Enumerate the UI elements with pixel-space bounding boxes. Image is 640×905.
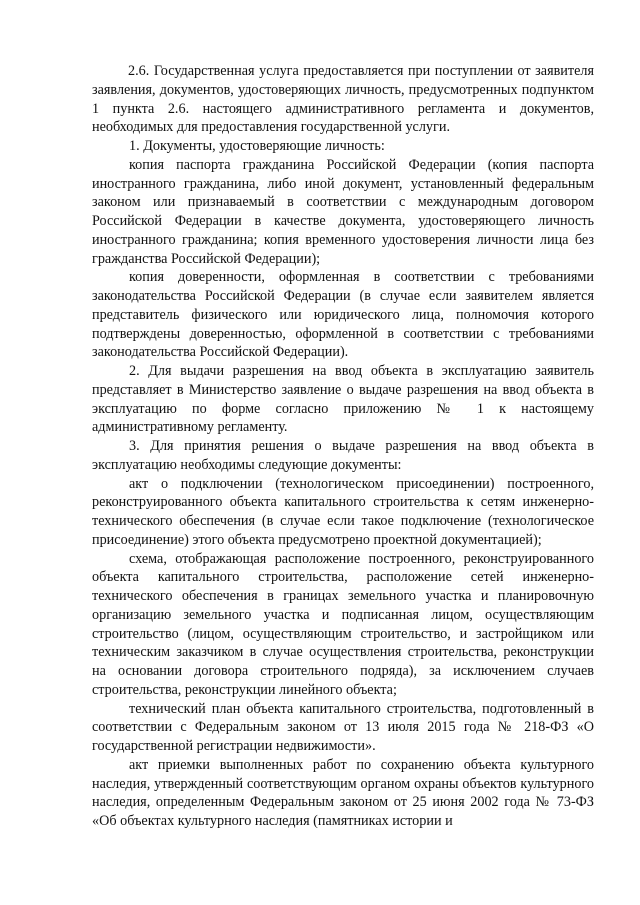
document-body bbox=[92, 62, 594, 831]
paragraph-connection-act: акт о подключении (технологическом присоединении) построенного, реконструированного объекта капитального строительства к сетям инженерно-технического обеспечения (в случае если такое подключение (технологическое присоединение) этого объекта предусмотрено проектной документацией); bbox=[92, 475, 594, 548]
paragraph-item-1-heading: 1. Документы, удостоверяющие личность: bbox=[129, 138, 385, 154]
paragraph-power-of-attorney: копия доверенности, оформленная в соответствии с требованиями законодательства Российской Федерации (в случае если заявителем является представитель физического или юридического лица, полномочия которого подтверждены доверенностью, оформленной в соответствии с требованиями законодательства Российской Федерации). bbox=[92, 269, 594, 361]
paragraph-passport-copy: копия паспорта гражданина Российской Федерации (копия паспорта иностранного гражданина, либо иной документ, установленный федеральным законом или признаваемый в соответствии с международным договором Российской Федерации в качестве документа, удостоверяющего личность иностранного гражданина; копия временного удостоверения личности лица без гражданства Российской Федерации); bbox=[92, 156, 594, 267]
paragraph-2-6: 2.6. Государственная услуга предоставляется при поступлении от заявителя заявления, документов, удостоверяющих личность, предусмотренных подпунктом 1 пункта 2.6. настоящего административного регламента и документов, необходимых для предоставления государственной услуги. bbox=[92, 63, 594, 136]
paragraph-location-scheme: схема, отображающая расположение построенного, реконструированного объекта капитального строительства, расположение сетей инженерно-технического обеспечения в границах земельного участка и планировочную организацию земельного участка и подписанная лицом, осуществляющим строительство (лицом, осуществляющим строительство, и застройщиком или техническим заказчиком в случае осуществления строительства, реконструкции на основании договора строительного подряда), за исключением случаев строительства, реконструкции линейного объекта; bbox=[92, 550, 594, 698]
paragraph-item-2: 2. Для выдачи разрешения на ввод объекта в эксплуатацию заявитель представляет в Министерство заявление о выдаче разрешения на ввод объекта в эксплуатацию по форме согласно приложению № 1 к настоящему административному регламенту. bbox=[92, 363, 594, 436]
paragraph-item-3-heading: 3. Для принятия решения о выдаче разрешения на ввод объекта в эксплуатацию необходимы следующие документы: bbox=[92, 438, 594, 473]
paragraph-acceptance-act: акт приемки выполненных работ по сохранению объекта культурного наследия, утвержденный соответствующим органом охраны объектов культурного наследия, определенным Федеральным законом от 25 июня 2002 года № 73-ФЗ «Об объектах культурного наследия (памятниках истории и bbox=[92, 756, 594, 829]
paragraph-technical-plan: технический план объекта капитального строительства, подготовленный в соответствии с Федеральным законом от 13 июля 2015 года № 218-ФЗ «О государственной регистрации недвижимости». bbox=[92, 700, 594, 754]
